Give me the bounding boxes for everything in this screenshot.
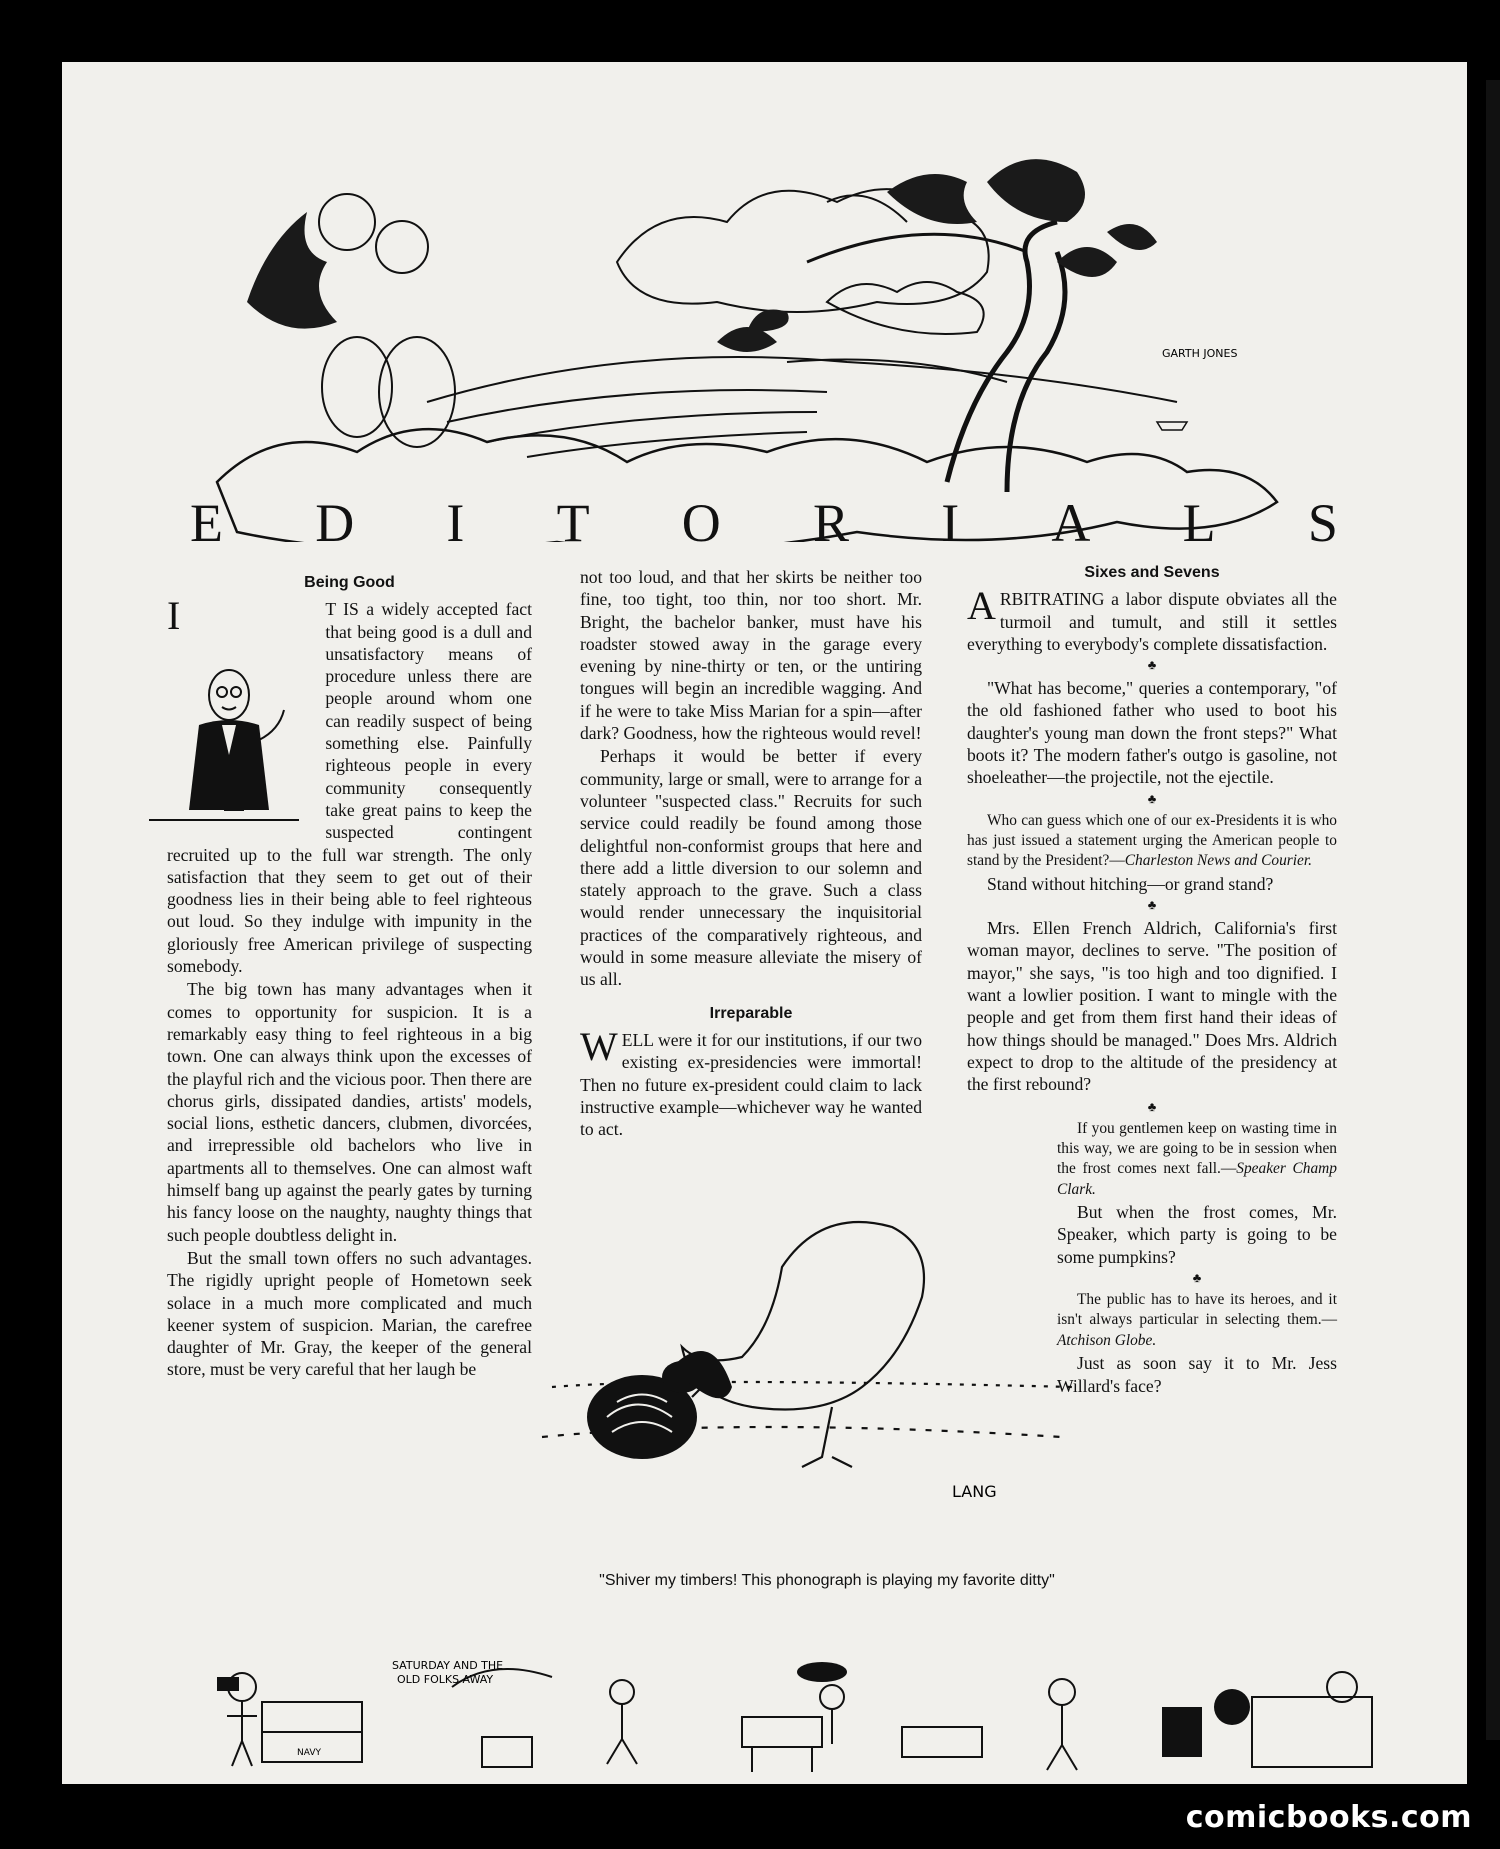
artist-signature: GARTH JONES [1162, 347, 1238, 360]
title-letter: T [556, 493, 592, 553]
para-irreparable-text: ELL were it for our institutions, if our two existing ex-presidencies were immortal! Then no future ex-president could claim to lack instructive example—whichever way he wanted to act. [580, 1029, 922, 1140]
quote-source: Atchison Globe. [1057, 1331, 1157, 1349]
spade-ornament: ♣ [1192, 1270, 1202, 1286]
footer-illustration [202, 1647, 1422, 1777]
title-letter: L [1182, 493, 1218, 553]
quote-atchison [1057, 1290, 1337, 1351]
gentleman-illustration [144, 660, 319, 830]
title-letter: O [681, 493, 723, 553]
quote-atchison-text: The public has to have its heroes, and it isn't always particular in selecting them.— [1057, 1291, 1337, 1329]
watermark: comicbooks.com [1185, 1800, 1472, 1835]
para-what-has-become: "What has become," queries a contemporary, "of the old fashioned father who used to boot his daughter's young man down the front steps?" What boots it? The modern father's outgo is gasoline, not shoeleather—the projectile, not the ejectile. [967, 678, 1337, 788]
quote-charleston-text: Who can guess which one of our ex-Presidents it is who has just issued a statement urging the American people to stand by the President?— [967, 811, 1337, 870]
title-letter: I [446, 493, 467, 553]
para-irreparable [580, 1023, 922, 1140]
cartoonist-signature: LANG [952, 1482, 997, 1501]
para-being-good-3: But the small town offers no such advantages. The rigidly upright people of Hometown seek solace in a much more complicated and much keener system of suspicion. Marian, the carefree daughter of Mr. Gray, the keeper of the general store, must be very careful that her laugh be [167, 1247, 532, 1380]
page-title [190, 492, 1340, 572]
column-being-good [167, 572, 532, 1382]
spade-ornament: ♣ [1147, 1098, 1157, 1114]
title-letter: S [1307, 493, 1340, 553]
drop-cap: A [967, 583, 996, 629]
title-letter: E [190, 493, 225, 553]
heading-irreparable: Irreparable [709, 1004, 793, 1022]
quote-charleston [967, 811, 1337, 872]
spade-ornament: ♣ [1147, 657, 1157, 673]
para-stand-without-hitching: Stand without hitching—or grand stand? [987, 873, 1274, 894]
para-aldrich: Mrs. Ellen French Aldrich, California's first woman mayor, declines to serve. "The position of mayor," she says, "is too high and too dignified. I want a lowlier position. I want to mingle with the people and get from them first hand their ideas of how things should be managed." Does Mrs. Aldrich expect to drop to the altitude of the presidency at the first rebound? [967, 918, 1337, 1095]
drop-cap: W [580, 1023, 618, 1069]
para-being-good-1: T IS a widely accepted fact that being good is a dull and unsatisfactory means of procedure unless there are people around whom one can readily suspect of being something else. Painfully righteous people in every community consequently take great pains to keep the suspected contingent recruited up to the full war strength. The only satisfaction that they seem to get out of their goodness lies in their being able to feel righteous out loud. So they indulge with impunity in the gloriously free American privilege of suspecting somebody. [167, 599, 532, 977]
footer-banner-text-2: OLD FOLKS AWAY [397, 1673, 494, 1686]
indented-quotes [1057, 1119, 1337, 1397]
spade-ornament: ♣ [1147, 897, 1157, 913]
quote-clark-text: If you gentlemen keep on wasting time in this way, we are going to be in session when the frost comes next fall.— [1057, 1119, 1337, 1178]
quote-source: Charleston News and Courier. [1124, 852, 1313, 870]
title-letter: A [1051, 493, 1093, 553]
title-letter: R [813, 493, 852, 553]
masthead-illustration [187, 152, 1347, 542]
title-letter: I [941, 493, 962, 553]
heading-being-good: Being Good [304, 574, 395, 591]
quote-champ-clark [1057, 1119, 1337, 1201]
heading-sixes-and-sevens: Sixes and Sevens [1084, 564, 1220, 581]
drop-cap: I [167, 593, 181, 639]
spade-ornament: ♣ [1147, 790, 1157, 806]
para-jess-willard: Just as soon say it to Mr. Jess Willard's face? [1057, 1353, 1337, 1396]
para-being-good-4: not too loud, and that her skirts be neither too fine, too tight, too thin, nor too short. Mr. Bright, the bachelor banker, must have his roadster stowed away in the garage every evening by nine-thirty or ten, or the untiring tongues will begin an incredible wagging. And if he were to take Miss Marian for a spin—after dark? Goodness, how the righteous would revel! [580, 567, 922, 744]
footer-banner-text: SATURDAY AND THE [392, 1659, 504, 1672]
column-sixes-and-sevens [967, 562, 1337, 1398]
magazine-page [62, 62, 1467, 1784]
cartoon-caption: "Shiver my timbers! This phonograph is playing my favorite ditty" [599, 1572, 1055, 1589]
quote-source: Speaker Champ Clark. [1057, 1160, 1337, 1198]
para-being-good-2: The big town has many advantages when it comes to opportunity for suspicion. It is a remarkably easy thing to feel righteous in a big town. One can always think upon the excesses of the playful rich and the vicious poor. Then there are chorus girls, dissipated dandies, artists' models, social lions, esthetic dancers, clubmen, divorcées, and irrepressible old bachelors who live in apartments all to themselves. One can almost waft himself bang up against the pearly gates by turning his fancy loose on the naughty, naughty things that such people doubtless delight in. [167, 979, 532, 1245]
adjacent-page-edge [1486, 80, 1500, 1740]
flag-label: NAVY [297, 1748, 321, 1758]
title-letter: D [315, 493, 357, 553]
column-middle [580, 566, 922, 1141]
para-when-the-frost: But when the frost comes, Mr. Speaker, which party is going to be some pumpkins? [1057, 1202, 1337, 1267]
paragraph [167, 593, 532, 977]
para-arbitrating-text: RBITRATING a labor dispute obviates all the turmoil and tumult, and still it settles everything to everybody's complete dissatisfaction. [967, 589, 1337, 654]
para-arbitrating [967, 583, 1337, 655]
para-being-good-5: Perhaps it would be better if every community, large or small, were to arrange for a volunteer "suspected class." Recruits for such service could readily be found among those delightful non-conformist groups that here and there add a little diversion to our solemn and stately approach to the grave. Such a class would render unnecessary the inquisitorial practices of the comparatively righteous, and would in some measure alleviate the misery of us all. [580, 746, 922, 990]
